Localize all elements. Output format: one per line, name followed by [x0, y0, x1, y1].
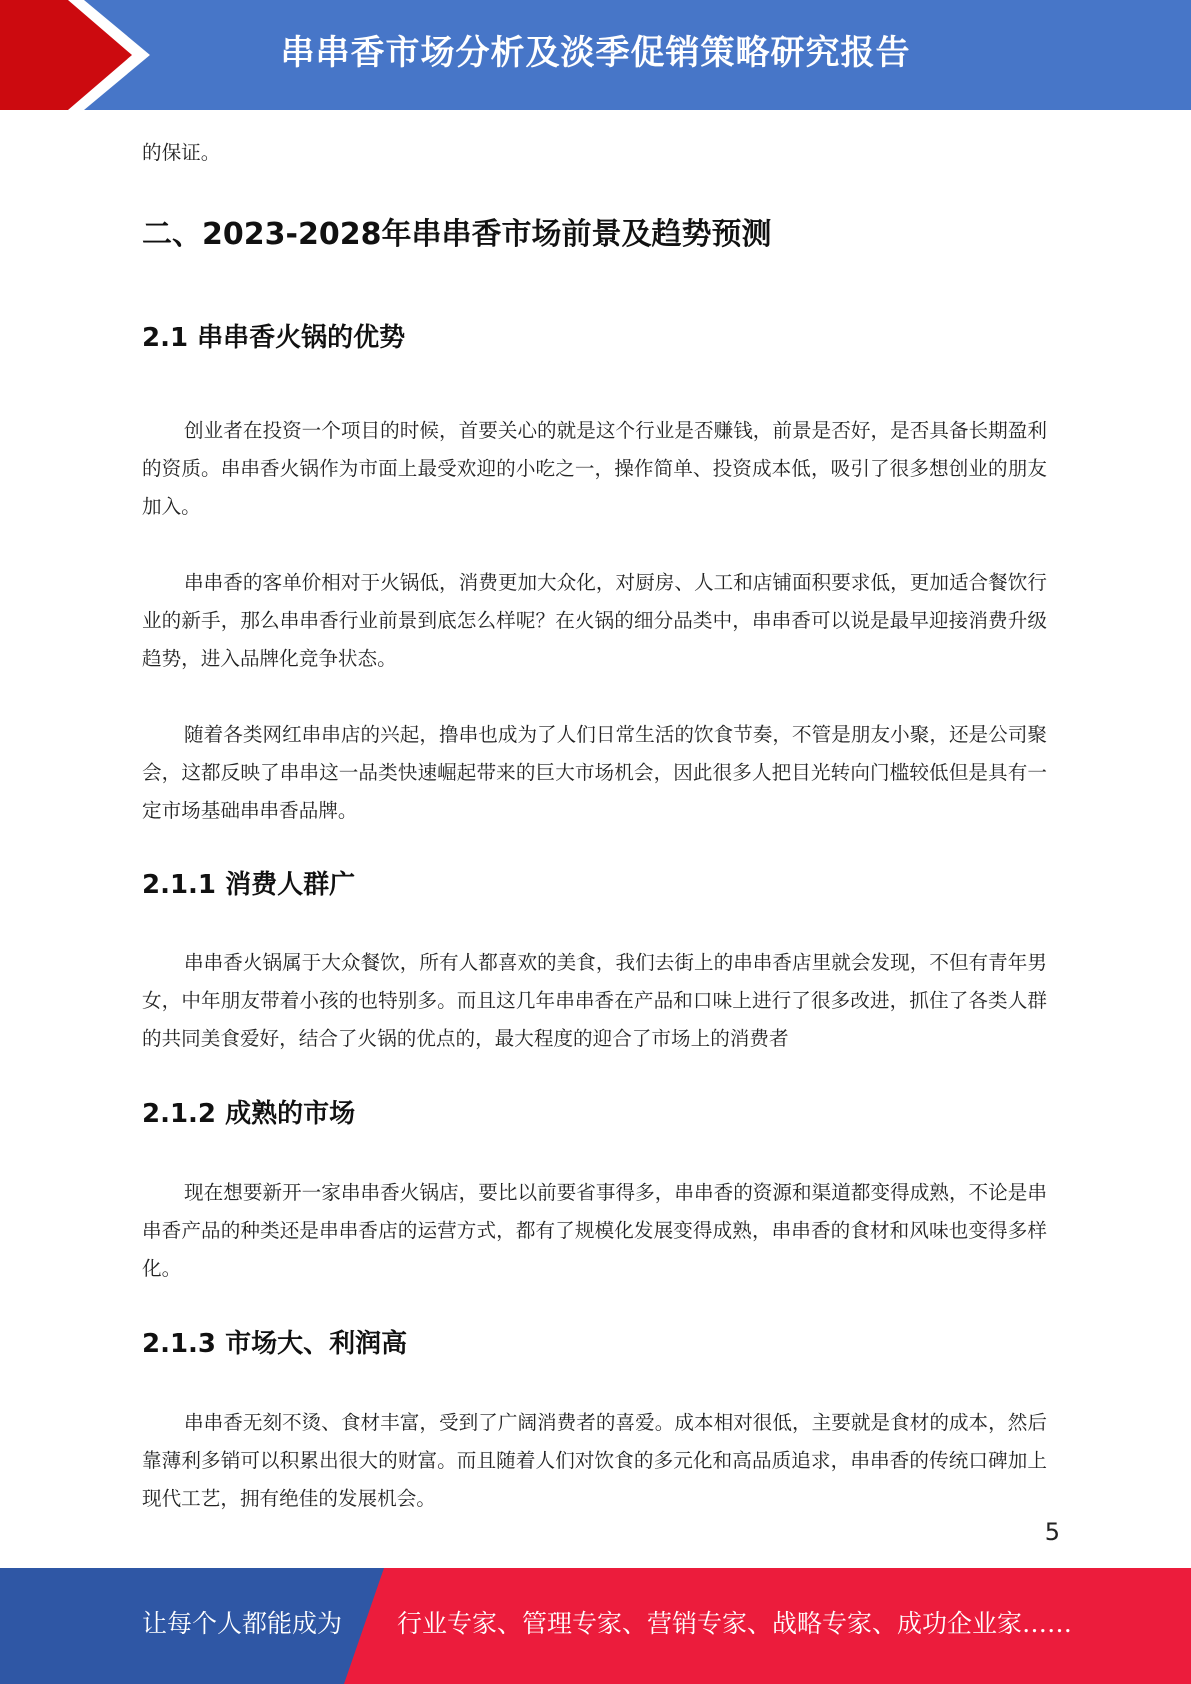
carry-over-text: 的保证。 [142, 141, 221, 164]
paragraph-2-1-2: 串串香的客单价相对于火锅低，消费更加大众化，对厨房、人工和店铺面积要求低，更加适合餐饮行业的新手，那么串串香行业前景到底怎么样呢？在火锅的细分品类中，串串香可以说是最早迎接消费升级趋势，进入品牌化竞争状态。 [142, 571, 1047, 670]
report-title: 串串香市场分析及淡季促销策略研究报告 [280, 33, 911, 73]
paragraph-2-1-3: 随着各类网红串串店的兴起，撸串也成为了人们日常生活的饮食节奏，不管是朋友小聚，还是公司聚会，这都反映了串串这一品类快速崛起带来的巨大市场机会，因此很多人把目光转向门槛较低但是具有一定市场基础串串香品牌。 [142, 723, 1047, 822]
paragraph-2-1-1: 创业者在投资一个项目的时候，首要关心的就是这个行业是否赚钱，前景是否好，是否具备长期盈利的资质。串串香火锅作为市面上最受欢迎的小吃之一，操作简单、投资成本低，吸引了很多想创业的朋友加入。 [142, 419, 1047, 518]
footer-slogan-left: 让每个人都能成为 [142, 1609, 343, 1638]
footer-banner [0, 1568, 1191, 1684]
heading-2-1: 2.1 串串香火锅的优势 [142, 323, 406, 353]
page-number: 5 [1044, 1518, 1060, 1546]
header-banner [0, 0, 1191, 110]
paragraph-2-1-1-1: 串串香火锅属于大众餐饮，所有人都喜欢的美食，我们去街上的串串香店里就会发现，不但有青年男女，中年朋友带着小孩的也特别多。而且这几年串串香在产品和口味上进行了很多改进，抓住了各类人群的共同美食爱好，结合了火锅的优点的，最大程度的迎合了市场上的消费者 [142, 951, 1047, 1050]
red-chevron-arrow-icon [0, 0, 160, 110]
paragraph-2-1-3-1: 串串香无刻不烫、食材丰富，受到了广阔消费者的喜爱。成本相对很低，主要就是食材的成本，然后靠薄利多销可以积累出很大的财富。而且随着人们对饮食的多元化和高品质追求，串串香的传统口碑加上现代工艺，拥有绝佳的发展机会。 [142, 1411, 1047, 1510]
heading-2-1-3: 2.1.3 市场大、利润高 [142, 1329, 408, 1359]
paragraph-2-1-2-1: 现在想要新开一家串串香火锅店，要比以前要省事得多，串串香的资源和渠道都变得成熟，不论是串串香产品的种类还是串串香店的运营方式，都有了规模化发展变得成熟，串串香的食材和风味也变得多样化。 [142, 1181, 1047, 1280]
heading-2-1-1: 2.1.1 消费人群广 [142, 870, 356, 900]
footer-slogan-right: 行业专家、管理专家、营销专家、战略专家、成功企业家…… [397, 1609, 1073, 1638]
heading-2-1-2: 2.1.2 成熟的市场 [142, 1099, 356, 1129]
section-title: 二、2023-2028年串串香市场前景及趋势预测 [142, 217, 772, 252]
